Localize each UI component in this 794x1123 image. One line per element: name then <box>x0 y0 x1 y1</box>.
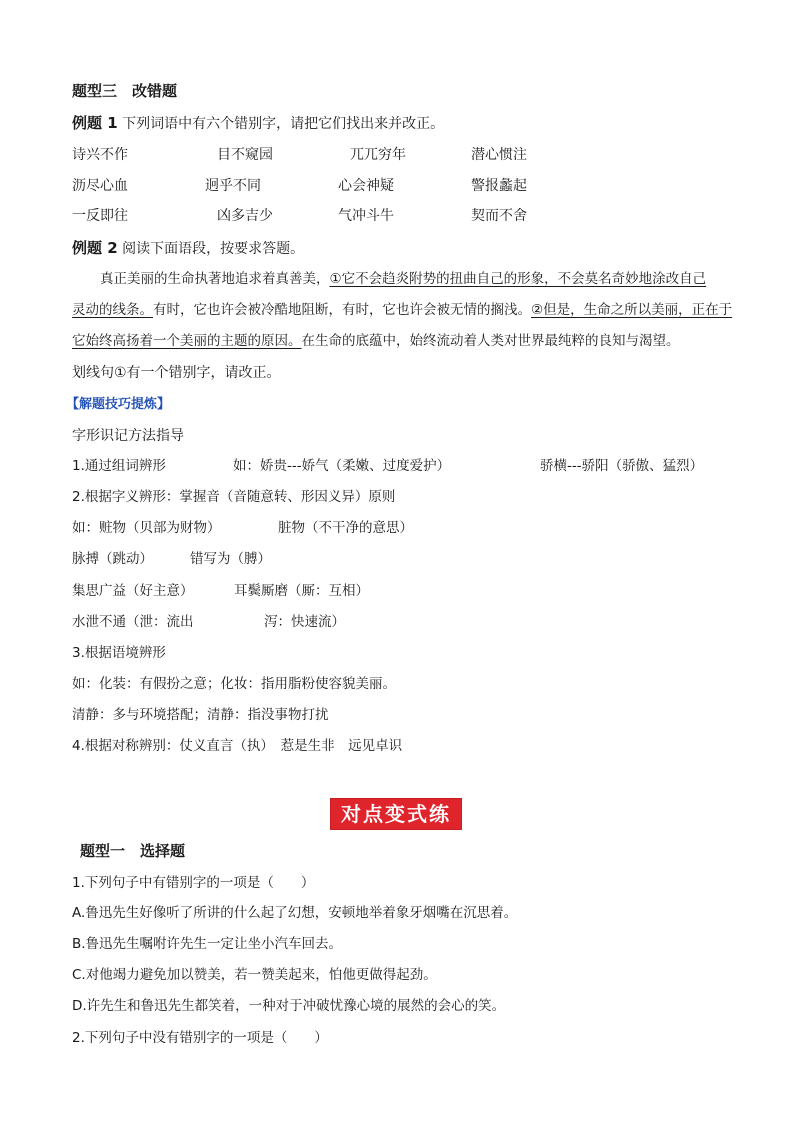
underlined-sentence-2-end: 它始终高扬着一个美丽的主题的原因。 <box>72 333 302 349</box>
passage-line <box>72 300 732 320</box>
method-2-example: 水泄不通（泄：流出 <box>72 614 194 630</box>
example1-prompt <box>72 113 444 134</box>
word-item: 警报蠡起 <box>471 178 527 194</box>
example2-question: 划线句①有一个错别字，请改正。 <box>72 365 281 381</box>
method-3-example: 如：化装：有假扮之意；化妆：指用脂粉使容貌美丽。 <box>72 676 396 692</box>
word-item: 心会神疑 <box>338 178 394 194</box>
question-1-option-c: C.对他竭力避免加以赞美，若一赞美起来，怕他更做得起劲。 <box>72 967 437 983</box>
example1-label: 例题 1 <box>72 114 118 132</box>
method-1: 1.通过组词辨形 <box>72 458 166 474</box>
question-1-option-d: D.许先生和鲁迅先生都笑着，一种对于冲破忧豫心境的展然的会心的笑。 <box>72 998 506 1014</box>
word-item: 迥乎不同 <box>205 178 261 194</box>
passage-line <box>100 269 706 289</box>
word-item: 目不窥园 <box>217 147 273 163</box>
practice-banner: 对点变式练 <box>331 799 461 829</box>
method-4: 4.根据对称辨别：仗义直言（执） 惹是生非 远见卓识 <box>72 738 403 754</box>
word-item: 诗兴不作 <box>72 147 128 163</box>
passage-line <box>72 331 680 351</box>
example1-text: 下列词语中有六个错别字，请把它们找出来并改正。 <box>117 116 445 132</box>
method-2: 2.根据字义辨形：掌握音（音随意转、形因义异）原则 <box>72 489 396 505</box>
tips-title: 字形识记方法指导 <box>72 428 184 444</box>
word-item: 契而不舍 <box>471 208 527 224</box>
method-1-example-1: 如：娇贵---娇气（柔嫩、过度爱护） <box>233 458 451 474</box>
example2-prompt <box>72 238 304 259</box>
word-item: 沥尽心血 <box>72 178 128 194</box>
question-1: 1.下列句子中有错别字的一项是（ ） <box>72 875 315 891</box>
method-2-example: 耳鬓厮磨（厮：互相） <box>234 583 369 599</box>
word-item: 凶多吉少 <box>217 208 273 224</box>
method-2-example: 如：赃物（贝部为财物） <box>72 520 221 536</box>
word-item: 兀兀穷年 <box>350 147 406 163</box>
passage-text: 真正美丽的生命执著地追求着真善美， <box>100 271 330 287</box>
question-1-option-b: B.鲁迅先生嘱咐许先生一定让坐小汽车回去。 <box>72 936 343 952</box>
word-item: 一反即往 <box>72 208 128 224</box>
underlined-sentence-1-end: 灵动的线条。 <box>72 302 153 318</box>
method-2-example: 集思广益（好主意） <box>72 583 194 599</box>
method-2-example: 泻：快速流） <box>264 614 345 630</box>
method-3-example: 清静：多与环境搭配；清静：指没事物打扰 <box>72 707 329 723</box>
method-3: 3.根据语境辨形 <box>72 645 166 661</box>
example2-label: 例题 2 <box>72 239 118 257</box>
word-item: 气冲斗牛 <box>338 208 394 224</box>
passage-text: 在生命的底蕴中，始终流动着人类对世界最纯粹的良知与渴望。 <box>301 333 680 349</box>
section-heading-choice: 题型一 选择题 <box>80 842 186 860</box>
example2-text: 阅读下面语段，按要求答题。 <box>117 241 305 257</box>
method-1-example-2: 骄横---骄阳（骄傲、猛烈） <box>540 458 704 474</box>
question-2: 2.下列句子中没有错别字的一项是（ ） <box>72 1030 328 1046</box>
underlined-sentence-1: ①它不会趋炎附势的扭曲自己的形象，不会莫名奇妙地涂改自己 <box>329 271 707 287</box>
question-1-option-a: A.鲁迅先生好像听了所讲的什么起了幻想，安顿地举着象牙烟嘴在沉思着。 <box>72 905 518 921</box>
method-2-example: 脏物（不干净的意思） <box>278 520 413 536</box>
tips-heading: 【解题技巧提炼】 <box>66 397 171 412</box>
method-2-example: 错写为（膊） <box>190 551 271 567</box>
section-heading-correction: 题型三 改错题 <box>72 82 178 100</box>
passage-text: 有时，它也许会被冷酷地阻断，有时，它也许会被无情的搁浅。 <box>153 302 531 318</box>
method-2-example: 脉搏（跳动） <box>72 551 153 567</box>
word-item: 潜心惯注 <box>471 147 527 163</box>
underlined-sentence-2: ②但是，生命之所以美丽，正在于 <box>531 302 733 318</box>
